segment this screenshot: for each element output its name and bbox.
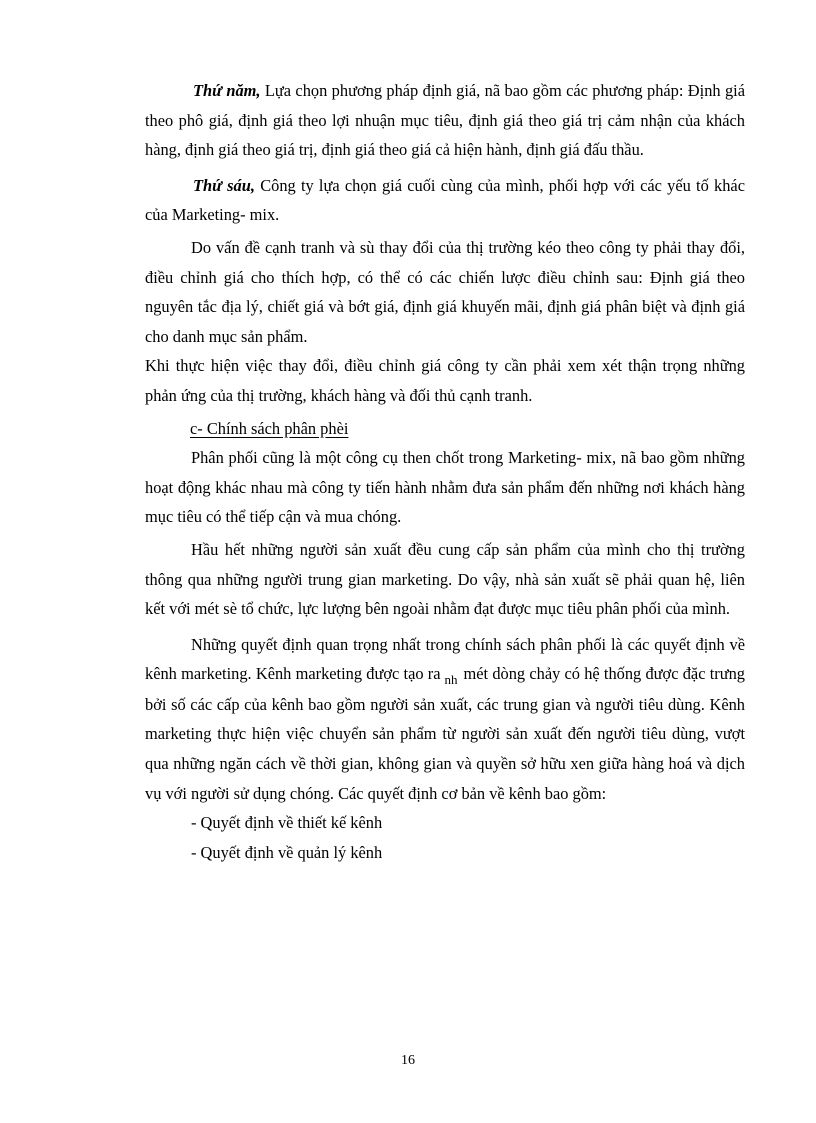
- paragraph-thu-nam: [145, 76, 745, 165]
- paragraph-nha-san-xuat: Hầu hết những người sản xuất đều cung cấp sản phẩm của mình cho thị trường thông qua những người trung gian marketing. Do vậy, nhà sản xuất sẽ phải quan hệ, liên kết với mét sè tổ chức, lực lượng bên ngoài nhằm đạt được mục tiêu phân phối của mình.: [145, 539, 745, 619]
- section-heading: c- Chính sách phân phèi: [190, 418, 349, 438]
- list-item: - Quyết định về thiết kế kênh: [191, 813, 383, 833]
- paragraph-lead: Thứ sáu,: [193, 175, 255, 195]
- paragraph-lead: Thứ năm,: [193, 81, 261, 100]
- paragraph-text: Những quyết định quan trọng nhất trong chính sách phân phối là các quyết định về kênh marketing. Kênh marketing được tạo ra: [145, 634, 745, 684]
- paragraph-phan-phoi: Phân phối cũng là một công cụ then chốt trong Marketing- mix, nã bao gồm những hoạt động khác nhau mà công ty tiến hành nhằm đưa sản phẩm đến những nơi khách hàng mục tiêu có thể tiếp cận và mua chóng.: [145, 448, 745, 527]
- list-item: - Quyết định về quản lý kênh: [191, 842, 383, 862]
- paragraph-text: Lựa chọn phương pháp định giá, nã bao gồm các phương pháp: Định giá theo phô giá, định giá theo lợi nhuận mục tiêu, định giá theo giá trị cảm nhận của khách hàng, định giá theo giá trị, định giá theo giá cả hiện hành, định giá đấu thầu.: [145, 81, 745, 160]
- document-body: [145, 76, 745, 867]
- paragraph-text: mét dòng chảy có hệ thống được đặc trưng bởi số các cấp của kênh bao gồm người sản xuất, các trung gian và người tiêu dùng. Kênh marketing thực hiện việc chuyển sản phẩm từ người sản xuất đến người tiêu dùng, vượt qua những ngăn cách về thời gian, không gian và quyền sở hữu xen giữa hàng hoá và dịch vụ với người sử dụng chóng. Các quyết định cơ bản về kênh bao gồm:: [145, 664, 745, 803]
- paragraph-text: Công ty lựa chọn giá cuối cùng của mình, phối hợp với các yếu tố khác của Marketing- mix.: [145, 175, 745, 225]
- page-number: 16: [401, 1053, 415, 1068]
- paragraph-thay-doi-gia: Khi thực hiện việc thay đổi, điều chỉnh giá công ty cần phải xem xét thận trọng những phản ứng của thị trường, khách hàng và đối thủ cạnh tranh.: [145, 356, 745, 405]
- paragraph-canh-tranh: Do vấn đề cạnh tranh và sù thay đổi của thị trường kéo theo công ty phải thay đổi, điều chỉnh giá cho thích hợp, có thể có các chiến lược điều chỉnh sau: Định giá theo nguyên tắc địa lý, chiết giá và bớt giá, định giá khuyến mãi, định giá phân biệt và định giá cho danh mục sản phẩm.: [145, 237, 745, 346]
- paragraph-thu-sau: [145, 171, 745, 230]
- paragraph-kenh-marketing: [145, 630, 745, 809]
- subscript-fragment: nh: [444, 672, 458, 688]
